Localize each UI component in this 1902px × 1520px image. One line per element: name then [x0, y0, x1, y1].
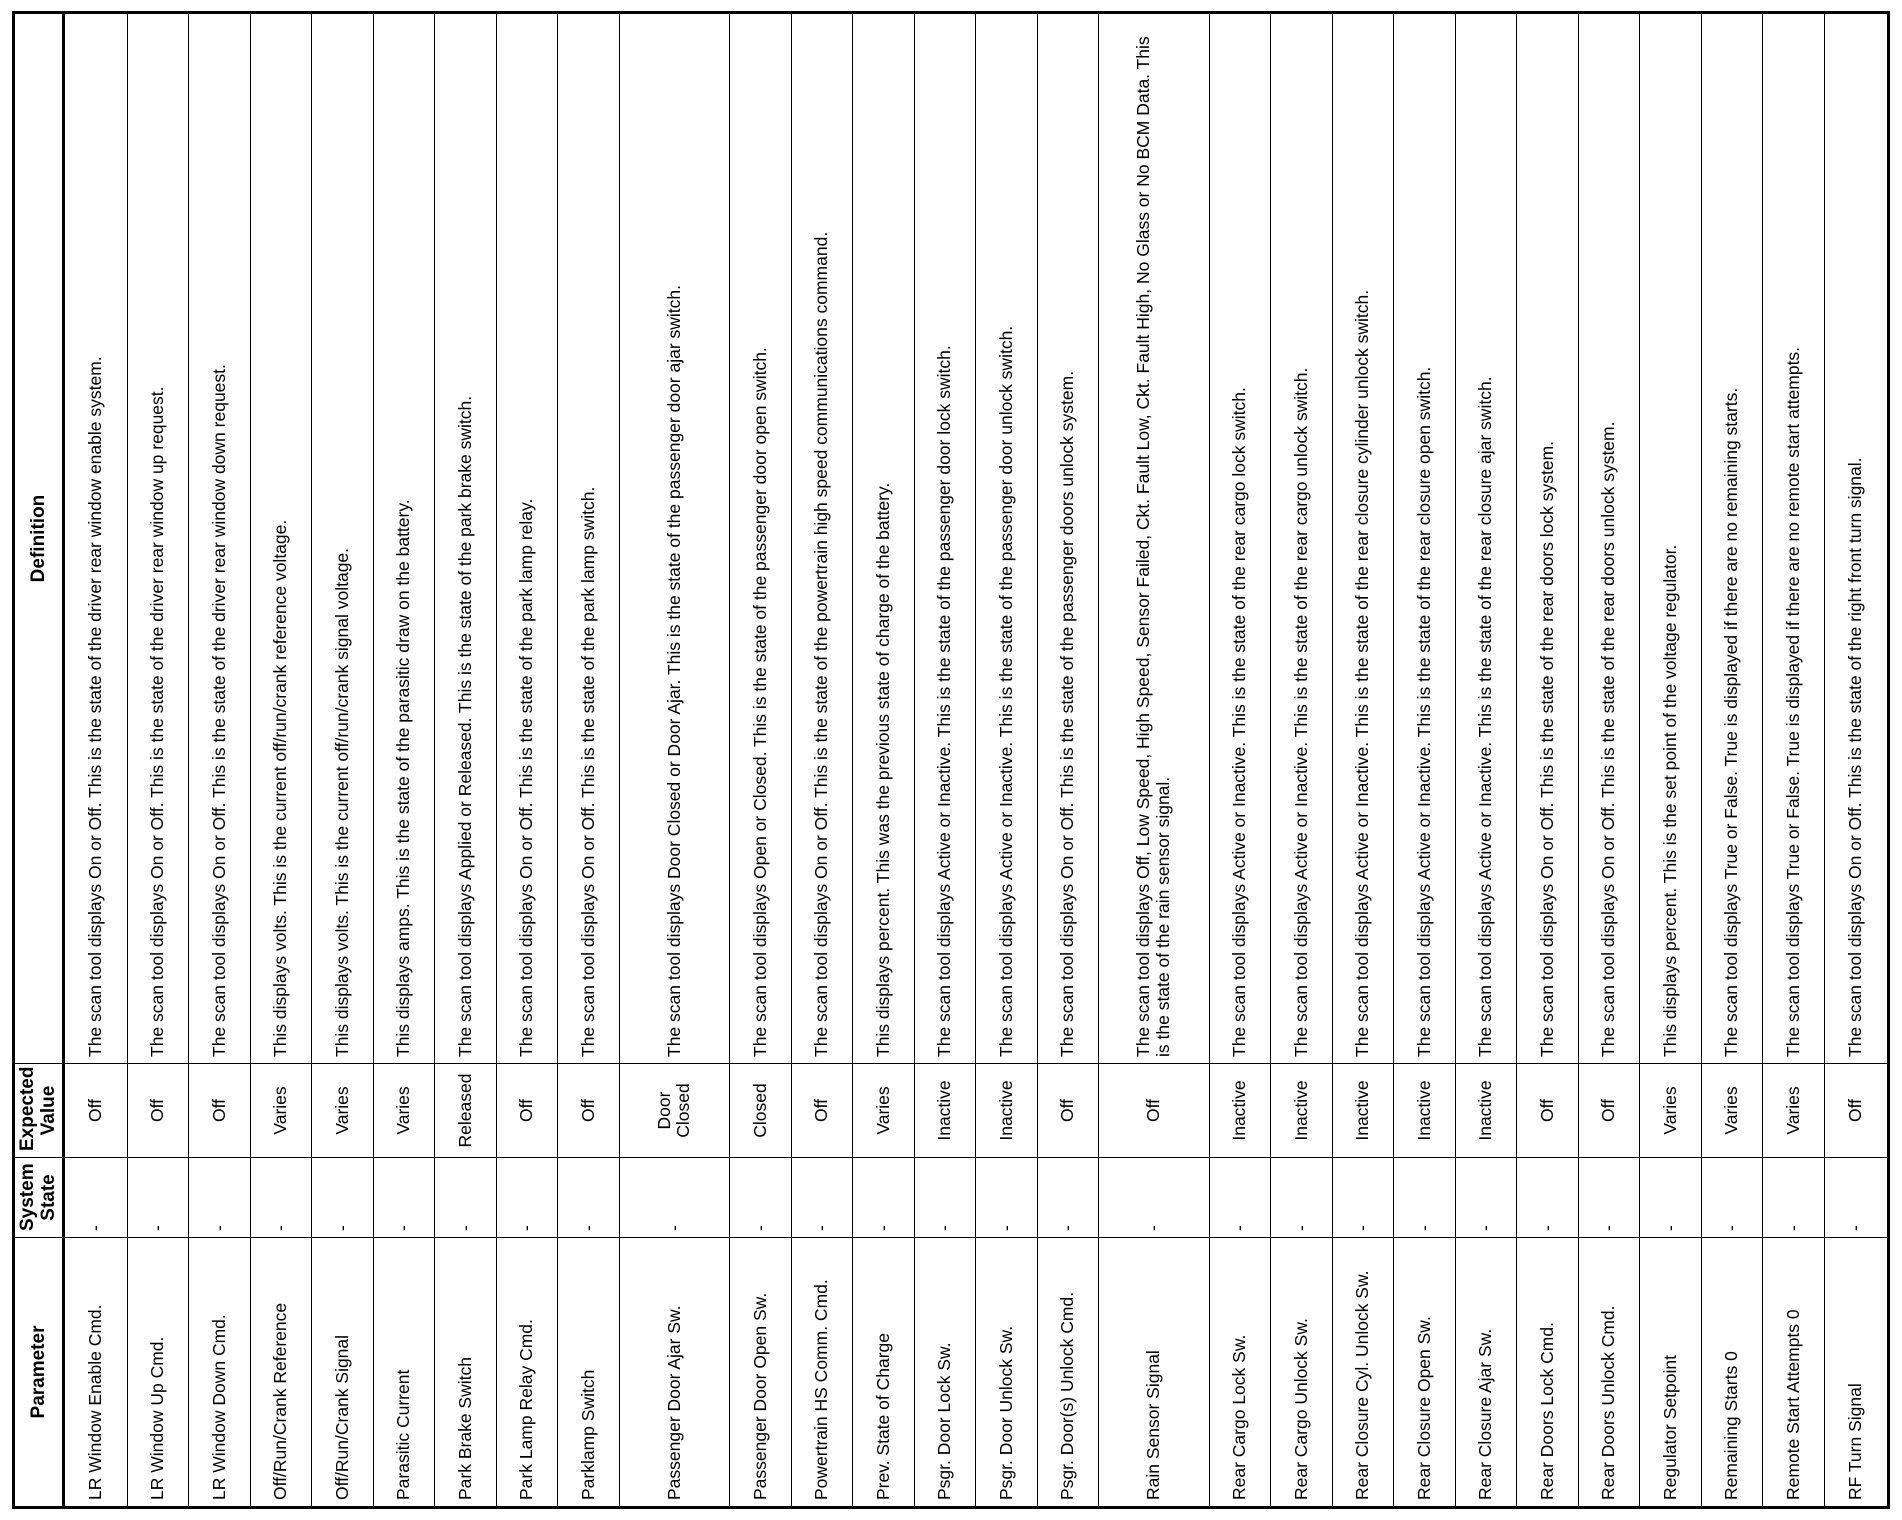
cell-system-state: -: [1332, 1158, 1394, 1238]
cell-definition: The scan tool displays Active or Inactive. This is the state of the rear closure ajar switch.: [1455, 13, 1517, 1064]
cell-parameter: Rain Sensor Signal: [1099, 1238, 1210, 1508]
header-system-state: System State: [14, 1158, 64, 1238]
cell-definition: The scan tool displays True or False. True is displayed if there are no remote start attempts.: [1763, 13, 1825, 1064]
table-row: [1517, 13, 1579, 1508]
cell-parameter: Regulator Setpoint: [1640, 1238, 1702, 1508]
cell-parameter: LR Window Enable Cmd.: [63, 1238, 127, 1508]
cell-expected-value: Off: [791, 1064, 853, 1158]
cell-expected-value: Off: [1037, 1064, 1099, 1158]
cell-definition: The scan tool displays Open or Closed. This is the state of the passenger door open switch.: [730, 13, 792, 1064]
cell-system-state: -: [853, 1158, 915, 1238]
cell-system-state: -: [1640, 1158, 1702, 1238]
header-definition: Definition: [14, 13, 64, 1064]
cell-system-state: -: [496, 1158, 558, 1238]
cell-expected-value: Door Closed: [619, 1064, 730, 1158]
cell-system-state: -: [976, 1158, 1038, 1238]
cell-system-state: -: [1099, 1158, 1210, 1238]
table-row: [1640, 13, 1702, 1508]
table-row: [127, 13, 189, 1508]
cell-definition: The scan tool displays On or Off. This is the state of the park lamp switch.: [558, 13, 620, 1064]
table-row: [1701, 13, 1763, 1508]
cell-definition: This displays volts. This is the current off/run/crank signal voltage.: [312, 13, 374, 1064]
cell-definition: The scan tool displays Active or Inactive. This is the state of the passenger door lock switch.: [914, 13, 976, 1064]
table-row: [619, 13, 730, 1508]
cell-system-state: -: [373, 1158, 435, 1238]
cell-definition: The scan tool displays Active or Inactive. This is the state of the rear closure open switch.: [1394, 13, 1456, 1064]
cell-parameter: Remaining Starts 0: [1701, 1238, 1763, 1508]
cell-expected-value: Released: [435, 1064, 497, 1158]
cell-expected-value: Inactive: [1271, 1064, 1333, 1158]
cell-definition: The scan tool displays On or Off. This is the state of the driver rear window up request.: [127, 13, 189, 1064]
cell-parameter: Psgr. Door Unlock Sw.: [976, 1238, 1038, 1508]
cell-expected-value: Varies: [250, 1064, 312, 1158]
cell-parameter: Psgr. Door(s) Unlock Cmd.: [1037, 1238, 1099, 1508]
header-parameter: Parameter: [14, 1238, 64, 1508]
cell-system-state: -: [1763, 1158, 1825, 1238]
cell-definition: This displays volts. This is the current off/run/crank reference voltage.: [250, 13, 312, 1064]
cell-expected-value: Inactive: [1394, 1064, 1456, 1158]
cell-parameter: Rear Cargo Unlock Sw.: [1271, 1238, 1333, 1508]
cell-definition: This displays percent. This is the set point of the voltage regulator.: [1640, 13, 1702, 1064]
header-expected-value: Expected Value: [14, 1064, 64, 1158]
cell-definition: This displays amps. This is the state of the parasitic draw on the battery.: [373, 13, 435, 1064]
table-row: [1099, 13, 1210, 1508]
table-header: [14, 13, 64, 1508]
cell-system-state: -: [1701, 1158, 1763, 1238]
cell-parameter: Parklamp Switch: [558, 1238, 620, 1508]
cell-definition: The scan tool displays Applied or Released. This is the state of the park brake switch.: [435, 13, 497, 1064]
cell-expected-value: Inactive: [1332, 1064, 1394, 1158]
table-row: [63, 13, 127, 1508]
cell-parameter: Rear Doors Unlock Cmd.: [1578, 1238, 1640, 1508]
cell-expected-value: Off: [496, 1064, 558, 1158]
cell-expected-value: Varies: [853, 1064, 915, 1158]
cell-definition: The scan tool displays Off, Low Speed, High Speed, Sensor Failed, Ckt. Fault Low, Ckt. Fault High, No Glass or No BCM Data. This is the state of the rain sensor signal.: [1099, 13, 1210, 1064]
cell-definition: The scan tool displays Active or Inactive. This is the state of the rear cargo lock switch.: [1209, 13, 1271, 1064]
table-row: [1271, 13, 1333, 1508]
parameter-table: [12, 11, 1890, 1509]
cell-expected-value: Closed: [730, 1064, 792, 1158]
cell-parameter: Passenger Door Ajar Sw.: [619, 1238, 730, 1508]
cell-parameter: Park Lamp Relay Cmd.: [496, 1238, 558, 1508]
cell-system-state: -: [435, 1158, 497, 1238]
cell-parameter: Rear Closure Ajar Sw.: [1455, 1238, 1517, 1508]
cell-definition: The scan tool displays On or Off. This is the state of the park lamp relay.: [496, 13, 558, 1064]
cell-system-state: -: [558, 1158, 620, 1238]
cell-parameter: Rear Doors Lock Cmd.: [1517, 1238, 1579, 1508]
cell-definition: The scan tool displays Active or Inactive. This is the state of the passenger door unlock switch.: [976, 13, 1038, 1064]
table-row: [435, 13, 497, 1508]
cell-system-state: -: [189, 1158, 251, 1238]
table-row: [791, 13, 853, 1508]
cell-parameter: Passenger Door Open Sw.: [730, 1238, 792, 1508]
cell-expected-value: Varies: [1701, 1064, 1763, 1158]
cell-expected-value: Off: [1578, 1064, 1640, 1158]
cell-definition: The scan tool displays On or Off. This is the state of the powertrain high speed communications command.: [791, 13, 853, 1064]
cell-expected-value: Off: [558, 1064, 620, 1158]
cell-system-state: -: [1394, 1158, 1456, 1238]
table-row: [1763, 13, 1825, 1508]
cell-definition: The scan tool displays On or Off. This is the state of the rear doors unlock system.: [1578, 13, 1640, 1064]
cell-definition: The scan tool displays On or Off. This is the state of the right front turn signal.: [1824, 13, 1888, 1064]
cell-system-state: -: [312, 1158, 374, 1238]
cell-system-state: -: [1824, 1158, 1888, 1238]
cell-parameter: Prev. State of Charge: [853, 1238, 915, 1508]
cell-expected-value: Varies: [1763, 1064, 1825, 1158]
cell-expected-value: Off: [127, 1064, 189, 1158]
table-row: [1824, 13, 1888, 1508]
cell-system-state: -: [1037, 1158, 1099, 1238]
cell-parameter: Parasitic Current: [373, 1238, 435, 1508]
cell-system-state: -: [914, 1158, 976, 1238]
cell-expected-value: Off: [1824, 1064, 1888, 1158]
cell-parameter: Off/Run/Crank Reference: [250, 1238, 312, 1508]
table-row: [189, 13, 251, 1508]
cell-expected-value: Off: [63, 1064, 127, 1158]
cell-parameter: Park Brake Switch: [435, 1238, 497, 1508]
cell-system-state: -: [1455, 1158, 1517, 1238]
table-row: [1455, 13, 1517, 1508]
cell-definition: The scan tool displays Door Closed or Door Ajar. This is the state of the passenger door ajar switch.: [619, 13, 730, 1064]
cell-expected-value: Varies: [1640, 1064, 1702, 1158]
cell-system-state: -: [1271, 1158, 1333, 1238]
table-row: [1394, 13, 1456, 1508]
cell-definition: The scan tool displays Active or Inactive. This is the state of the rear closure cylinder unlock switch.: [1332, 13, 1394, 1064]
cell-parameter: Rear Cargo Lock Sw.: [1209, 1238, 1271, 1508]
cell-system-state: -: [63, 1158, 127, 1238]
cell-expected-value: Inactive: [1455, 1064, 1517, 1158]
header-row: [14, 13, 64, 1508]
cell-parameter: LR Window Down Cmd.: [189, 1238, 251, 1508]
cell-parameter: RF Turn Signal: [1824, 1238, 1888, 1508]
cell-definition: The scan tool displays On or Off. This is the state of the driver rear window enable system.: [63, 13, 127, 1064]
table-body: [63, 13, 1888, 1508]
table-row: [1332, 13, 1394, 1508]
cell-expected-value: Inactive: [1209, 1064, 1271, 1158]
table-row: [730, 13, 792, 1508]
cell-definition: This displays percent. This was the previous state of charge of the battery.: [853, 13, 915, 1064]
cell-definition: The scan tool displays True or False. True is displayed if there are no remaining starts.: [1701, 13, 1763, 1064]
cell-system-state: -: [1517, 1158, 1579, 1238]
cell-parameter: Rear Closure Cyl. Unlock Sw.: [1332, 1238, 1394, 1508]
cell-expected-value: Off: [1099, 1064, 1210, 1158]
cell-parameter: Off/Run/Crank Signal: [312, 1238, 374, 1508]
table-row: [1209, 13, 1271, 1508]
cell-parameter: LR Window Up Cmd.: [127, 1238, 189, 1508]
table-row: [976, 13, 1038, 1508]
cell-definition: The scan tool displays Active or Inactive. This is the state of the rear cargo unlock switch.: [1271, 13, 1333, 1064]
cell-system-state: -: [250, 1158, 312, 1238]
cell-expected-value: Varies: [373, 1064, 435, 1158]
cell-system-state: -: [619, 1158, 730, 1238]
cell-expected-value: Inactive: [976, 1064, 1038, 1158]
table-row: [312, 13, 374, 1508]
table-row: [1037, 13, 1099, 1508]
cell-parameter: Powertrain HS Comm. Cmd.: [791, 1238, 853, 1508]
cell-system-state: -: [730, 1158, 792, 1238]
cell-expected-value: Off: [1517, 1064, 1579, 1158]
table-row: [496, 13, 558, 1508]
cell-system-state: -: [1578, 1158, 1640, 1238]
table-row: [558, 13, 620, 1508]
table-row: [914, 13, 976, 1508]
cell-parameter: Remote Start Attempts 0: [1763, 1238, 1825, 1508]
cell-parameter: Rear Closure Open Sw.: [1394, 1238, 1456, 1508]
rotated-document-page: [12, 11, 1890, 1509]
cell-definition: The scan tool displays On or Off. This is the state of the rear doors lock system.: [1517, 13, 1579, 1064]
cell-expected-value: Inactive: [914, 1064, 976, 1158]
table-row: [1578, 13, 1640, 1508]
cell-definition: The scan tool displays On or Off. This is the state of the passenger doors unlock system.: [1037, 13, 1099, 1064]
cell-system-state: -: [791, 1158, 853, 1238]
cell-system-state: -: [127, 1158, 189, 1238]
table-row: [373, 13, 435, 1508]
cell-definition: The scan tool displays On or Off. This is the state of the driver rear window down request.: [189, 13, 251, 1064]
table-row: [250, 13, 312, 1508]
cell-system-state: -: [1209, 1158, 1271, 1238]
table-row: [853, 13, 915, 1508]
cell-expected-value: Varies: [312, 1064, 374, 1158]
cell-expected-value: Off: [189, 1064, 251, 1158]
cell-parameter: Psgr. Door Lock Sw.: [914, 1238, 976, 1508]
